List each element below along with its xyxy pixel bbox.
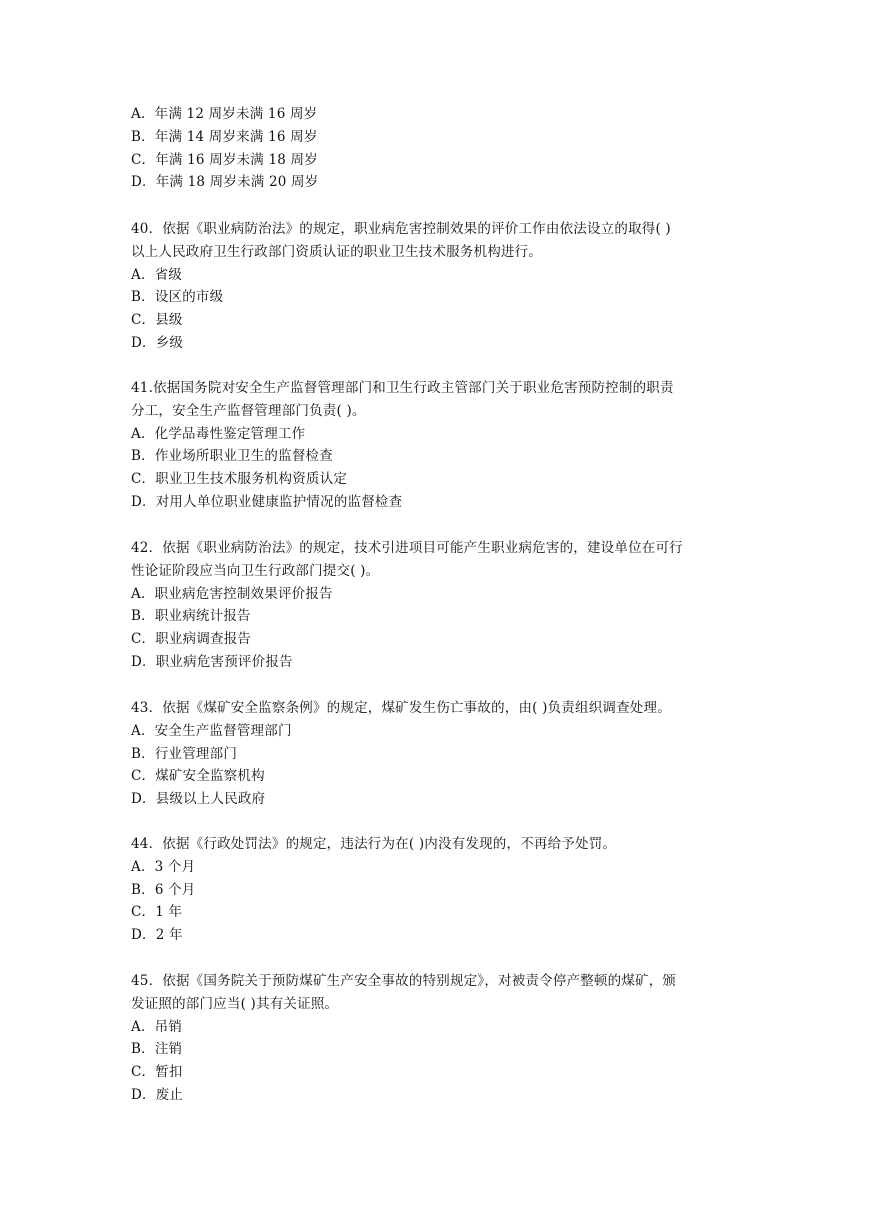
- question-stem-line: 发证照的部门应当( )其有关证照。: [131, 995, 339, 1012]
- question-stem-line: 40．依据《职业病防治法》的规定，职业病危害控制效果的评价工作由依法设立的取得( ): [131, 221, 671, 237]
- question-39: [131, 103, 751, 194]
- question-stem-line: 44．依据《行政处罚法》的规定，违法行为在( )内没有发现的，不再给予处罚。: [131, 836, 617, 852]
- option-b: B．行业管理部门: [131, 745, 238, 762]
- option-b: B．设区的市级: [131, 289, 224, 306]
- option-c: C．煤矿安全监察机构: [131, 768, 265, 785]
- option-d: D．乡级: [131, 334, 184, 351]
- option-b: B．作业场所职业卫生的监督检查: [131, 448, 333, 465]
- question-41: [131, 377, 751, 514]
- option-d: D．废止: [131, 1086, 184, 1103]
- option-b: B．注销: [131, 1041, 183, 1058]
- option-c: C．职业卫生技术服务机构资质认定: [131, 471, 348, 488]
- question-stem-line: 42．依据《职业病防治法》的规定，技术引进项目可能产生职业病危害的，建设单位在可行: [131, 540, 683, 556]
- question-44: [131, 833, 751, 947]
- option-a: A．省级: [131, 266, 183, 283]
- option-b: B．6 个月: [131, 881, 196, 898]
- option-a: A．年满 12 周岁未满 16 周岁: [131, 106, 318, 122]
- option-c: C．职业病调查报告: [131, 631, 252, 648]
- option-c: C．年满 16 周岁未满 18 周岁: [131, 151, 318, 168]
- option-d: D．县级以上人民政府: [131, 791, 266, 808]
- option-c: C．1 年: [131, 904, 183, 921]
- option-a: A．职业病危害控制效果评价报告: [131, 585, 333, 602]
- option-d: D．职业病危害预评价报告: [131, 653, 293, 670]
- question-42: [131, 537, 751, 674]
- option-d: D．年满 18 周岁未满 20 周岁: [131, 174, 319, 191]
- option-a: A．化学品毒性鉴定管理工作: [131, 425, 306, 442]
- option-d: D．对用人单位职业健康监护情况的监督检查: [131, 493, 403, 510]
- option-c: C．县级: [131, 312, 183, 329]
- option-b: B．职业病统计报告: [131, 608, 251, 625]
- question-stem-line: 43．依据《煤矿安全监察条例》的规定，煤矿发生伤亡事故的，由( )负责组织调查处理。: [131, 700, 671, 716]
- question-43: [131, 697, 751, 811]
- question-stem-line: 45．依据《国务院关于预防煤矿生产安全事故的特别规定》，对被责令停产整顿的煤矿，颁: [131, 973, 677, 989]
- question-stem-line: 性论证阶段应当向卫生行政部门提交( )。: [131, 562, 380, 579]
- option-d: D．2 年: [131, 927, 183, 944]
- question-45: [131, 970, 751, 1107]
- option-a: A．安全生产监督管理部门: [131, 722, 292, 739]
- option-a: A．3 个月: [131, 858, 196, 875]
- question-stem-line: 分工，安全生产监督管理部门负责( )。: [131, 402, 366, 419]
- option-b: B．年满 14 周岁来满 16 周岁: [131, 128, 318, 145]
- option-a: A．吊销: [131, 1018, 183, 1035]
- option-c: C．暂扣: [131, 1064, 183, 1081]
- question-40: [131, 218, 751, 355]
- question-stem-line: 41.依据国务院对安全生产监督管理部门和卫生行政主管部门关于职业危害预防控制的职责: [131, 380, 674, 396]
- question-stem-line: 以上人民政府卫生行政部门资质认证的职业卫生技术服务机构进行。: [131, 243, 542, 260]
